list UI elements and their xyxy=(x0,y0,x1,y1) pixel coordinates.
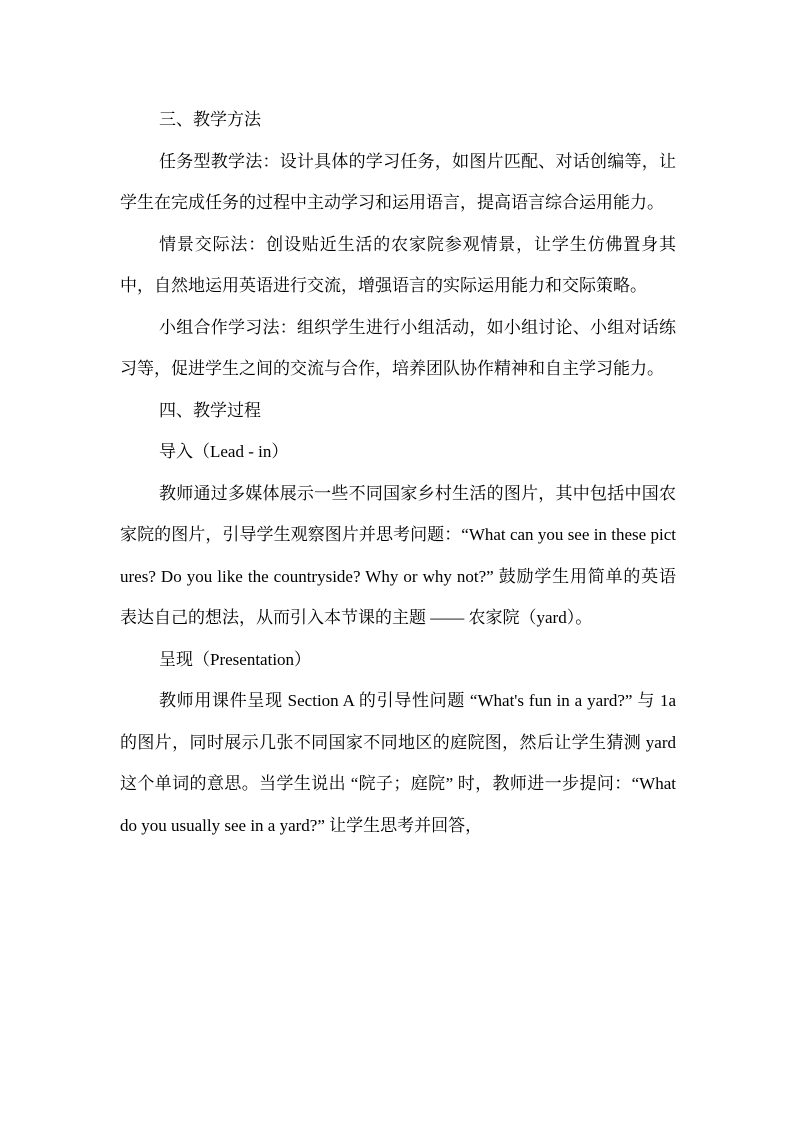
paragraph-situational-method: 情景交际法：创设贴近生活的农家院参观情景，让学生仿佛置身其中，自然地运用英语进行交流，增强语言的实际运用能力和交际策略。 xyxy=(120,234,676,295)
paragraph-task-based-method: 任务型教学法：设计具体的学习任务，如图片匹配、对话创编等，让学生在完成任务的过程中主动学习和运用语言，提高语言综合运用能力。 xyxy=(120,151,676,212)
paragraph-lead-in: 教师通过多媒体展示一些不同国家乡村生活的图片，其中包括中国农家院的图片，引导学生观察图片并思考问题：“What can you see in these pictures? Do you like the countryside? Why or why not?” 鼓励学生用简单的英语表达自己的想法，从而引入本节课的主题 —— 农家院（yard）。 xyxy=(120,483,676,627)
subheading-presentation: 呈现（Presentation） xyxy=(159,649,312,669)
paragraph-presentation: 教师用课件呈现 Section A 的引导性问题 “What's fun in a yard?” 与 1a 的图片，同时展示几张不同国家不同地区的庭院图，然后让学生猜测 yard 这个单词的意思。当学生说出 “院子；庭院” 时，教师进一步提问：“What do you usually see in a yard?” 让学生思考并回答， xyxy=(120,691,676,835)
subheading-lead-in: 导入（Lead - in） xyxy=(159,442,289,461)
document-body xyxy=(120,99,676,846)
section-heading-teaching-methods: 三、教学方法 xyxy=(159,110,261,129)
paragraph-group-cooperation-method: 小组合作学习法：组织学生进行小组活动，如小组讨论、小组对话练习等，促进学生之间的交流与合作，培养团队协作精神和自主学习能力。 xyxy=(120,317,676,378)
section-heading-teaching-process: 四、教学过程 xyxy=(159,400,261,420)
